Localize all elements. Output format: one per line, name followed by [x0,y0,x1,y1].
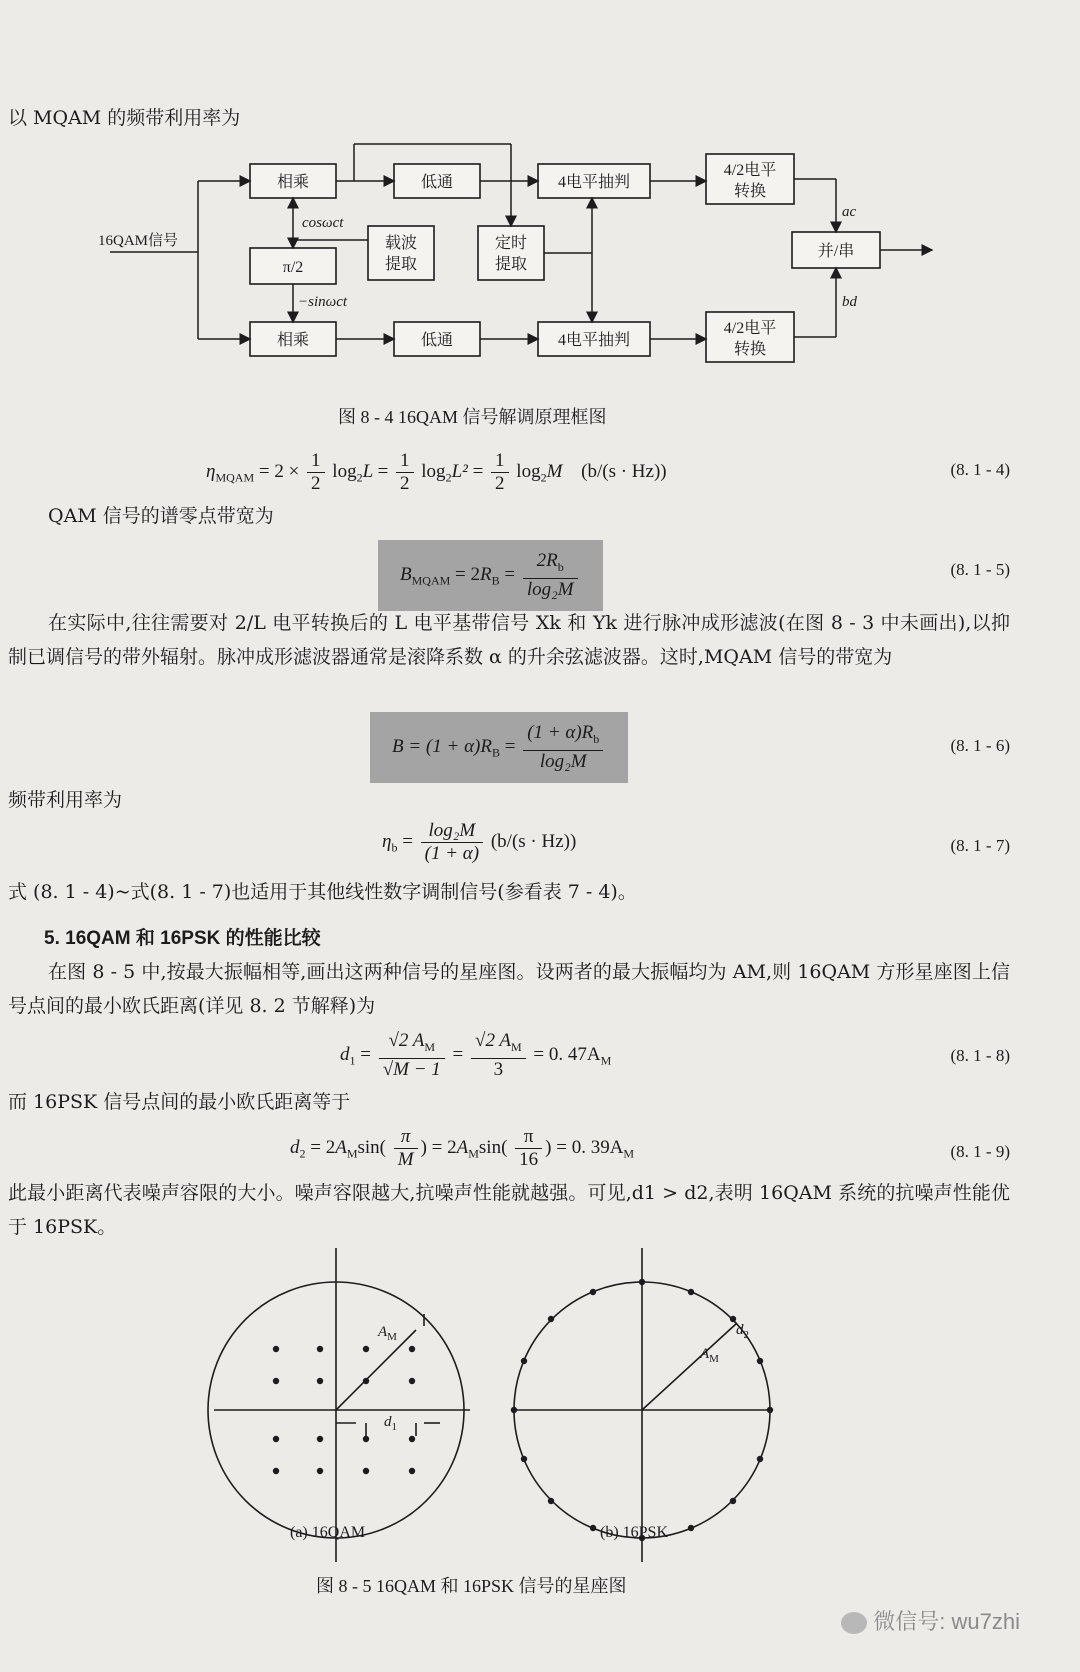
constellation-figure [0,1240,1080,1570]
am-label-psk: $A_M$ [700,1346,719,1365]
equation-8-1-8: $d_1$ = $\frac{√2 A_M}{√M - 1}$ = $\frac{√2 A_M}{3}$ = 0. $47A_M$ [340,1030,612,1080]
equation-8-1-4: $\eta_{MQAM} = 2$ × $\frac{1}{2}$ $\log_2L$ = $\frac{1}{2}$ $\log_2L^2$ = $\frac{1}{2}$ $\log_2M$ (b/(s · Hz)) [206,450,667,494]
lowpass-bottom-label: 低通 [420,332,454,349]
paragraph-conclusion: 此最小距离代表噪声容限的大小。噪声容限越大,抗噪声性能就越强。可见,d1 > d2,表明 16QAM 系统的抗噪声性能优于 16PSK。 [8,1182,1010,1238]
intro-line: 以 MQAM 的频带利用率为 [8,107,241,129]
sin-label: −sinωct [298,294,348,310]
parallel-serial-label: 并/串 [817,243,855,260]
figure-8-4-caption: 图 8 - 4 16QAM 信号解调原理框图 [338,407,607,427]
eqno-8-1-7: (8. 1 - 7) [950,836,1010,855]
label-16psk: (b) 16PSK [600,1524,669,1541]
decision-top-label: 4电平抽判 [557,174,631,191]
lowpass-top-label: 低通 [420,174,454,191]
eqno-8-1-9: (8. 1 - 9) [950,1142,1010,1161]
band-efficiency-line: 频带利用率为 [8,789,123,811]
bd-label: bd [842,294,857,310]
d2-label: $d_2$ [736,1322,749,1341]
am-label-qam: $A_M$ [378,1324,397,1343]
multiplier-top-label: 相乘 [276,174,310,191]
figure-8-5-caption: 图 8 - 5 16QAM 和 16PSK 信号的星座图 [316,1576,627,1596]
label-16qam: (a) 16QAM [290,1524,366,1541]
wechat-watermark [841,1605,1020,1636]
converter-top-label-2: 转换 [733,183,767,200]
section-title: 5. 16QAM 和 16PSK 的性能比较 [44,928,321,949]
phase-label: π/2 [282,259,304,276]
psk-distance-line: 而 16PSK 信号点间的最小欧氏距离等于 [8,1091,351,1113]
d1-label: $d_1$ [384,1414,397,1433]
watermark-text: 微信号: wu7zhi [873,1609,1020,1634]
paragraph-pulse-shaping: 在实际中,往往需要对 2/L 电平转换后的 L 电平基带信号 Xk 和 Yk 进行脉冲成形滤波(在图 8 - 3 中未画出),以抑制已调信号的带外辐射。脉冲成形滤波器通常是滚降系数 α 的升余弦滤波器。这时,MQAM 信号的带宽为 [8,612,1010,668]
eqno-8-1-6: (8. 1 - 6) [950,736,1010,755]
wechat-icon [841,1612,867,1634]
cos-label: cosωct [302,215,344,231]
converter-bottom-label-2: 转换 [733,341,767,358]
converter-bottom-label-1: 4/2电平 [723,320,777,337]
input-label: 16QAM信号 [98,233,179,249]
equation-8-1-9: $d_2 = 2A_M\sin$( $\frac{\pi}{M}$ ) = $2A_M\sin$( $\frac{\pi}{16}$ ) = 0. $39A_M$ [290,1126,635,1170]
equation-8-1-5: $B_{MQAM} = 2R_B$ = $\frac{2R_b}{\text{log₂M}}$ [378,540,603,611]
timing-label-2: 提取 [494,256,528,273]
eqno-8-1-5: (8. 1 - 5) [950,560,1010,579]
carrier-label-2: 提取 [384,256,418,273]
carrier-label-1: 载波 [384,235,418,252]
eqno-8-1-8: (8. 1 - 8) [950,1046,1010,1065]
decision-bottom-label: 4电平抽判 [557,332,631,349]
multiplier-bottom-label: 相乘 [276,332,310,349]
timing-label-1: 定时 [494,235,528,252]
paragraph-comparison: 在图 8 - 5 中,按最大振幅相等,画出这两种信号的星座图。设两者的最大振幅均为 AM,则 16QAM 方形星座图上信号点间的最小欧氏距离(详见 8. 2 节解释)为 [8,961,1010,1017]
equation-8-1-6: $B = (1 + \alpha)R_B$ = $\frac{(1 + \alpha)R_b}{\text{log₂M}}$ [370,712,628,783]
ac-label: ac [842,204,857,220]
equation-8-1-7: $\eta_b$ = $\frac{\text{log₂M}}{(1 + \alpha)}$ (b/(s · Hz)) [382,820,577,864]
eqno-8-1-4: (8. 1 - 4) [950,460,1010,479]
applies-line: 式 (8. 1 - 4)~式(8. 1 - 7)也适用于其他线性数字调制信号(参看表 7 - 4)。 [8,881,637,903]
converter-top-label-1: 4/2电平 [723,162,777,179]
qam-bandwidth-line: QAM 信号的谱零点带宽为 [48,505,274,527]
